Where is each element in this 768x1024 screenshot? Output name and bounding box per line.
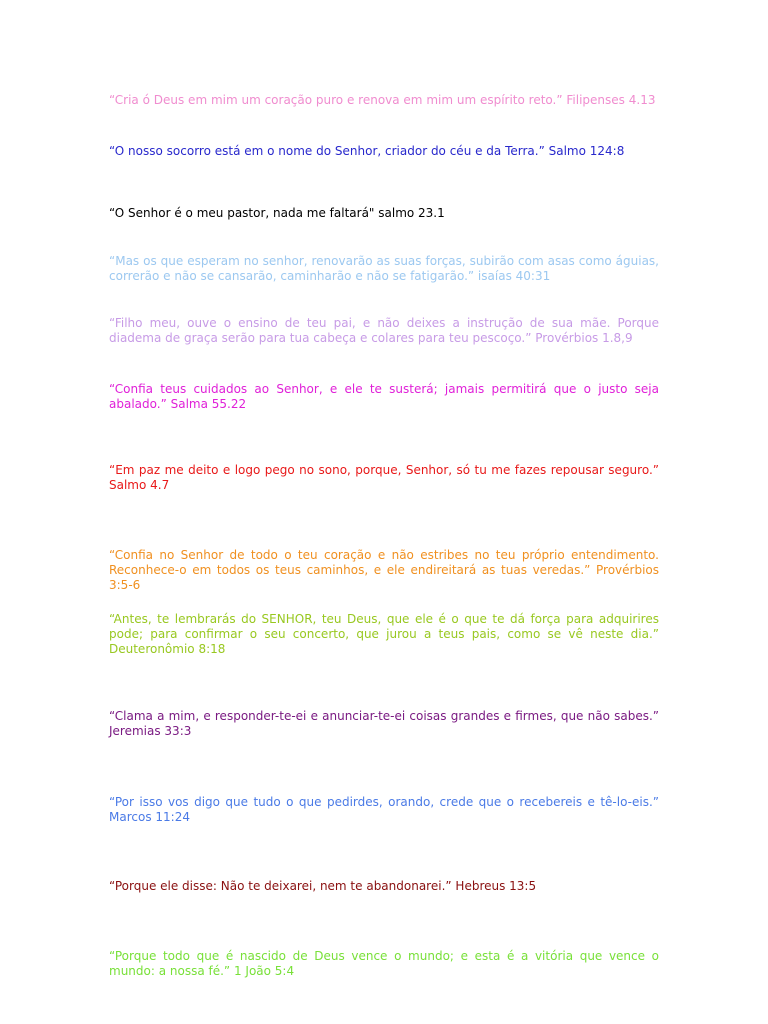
verse-8: “Confia no Senhor de todo o teu coração e não estribes no teu próprio entendimento. Reconhece-o em todos os teus caminhos, e ele endireitará as tuas veredas.” Provérbios 3:5-6: [109, 548, 659, 592]
verse-10: “Clama a mim, e responder-te-ei e anunciar-te-ei coisas grandes e firmes, que não sabes.” Jeremias 33:3: [109, 709, 659, 738]
verse-12: “Porque ele disse: Não te deixarei, nem te abandonarei.” Hebreus 13:5: [109, 879, 537, 893]
verse-2: “O nosso socorro está em o nome do Senhor, criador do céu e da Terra.” Salmo 124:8: [109, 144, 625, 158]
verse-7: “Em paz me deito e logo pego no sono, porque, Senhor, só tu me fazes repousar seguro.” Salmo 4.7: [109, 463, 659, 492]
verse-6: “Confia teus cuidados ao Senhor, e ele te susterá; jamais permitirá que o justo seja abalado.” Salma 55.22: [109, 382, 659, 411]
verse-9: “Antes, te lembrarás do SENHOR, teu Deus, que ele é o que te dá força para adquirires pode; para confirmar o seu concerto, que jurou a teus pais, como se vê neste dia.” Deuteronômio 8:18: [109, 612, 659, 656]
verse-5: “Filho meu, ouve o ensino de teu pai, e não deixes a instrução de sua mãe. Porque diadema de graça serão para tua cabeça e colares para teu pescoço.” Provérbios 1.8,9: [109, 316, 659, 345]
verse-11: “Por isso vos digo que tudo o que pedirdes, orando, crede que o recebereis e tê-lo-eis.” Marcos 11:24: [109, 795, 659, 824]
verse-3: “O Senhor é o meu pastor, nada me faltará" salmo 23.1: [109, 206, 445, 220]
verse-4: “Mas os que esperam no senhor, renovarão as suas forças, subirão com asas como águias, correrão e não se cansarão, caminharão e não se fatigarão.” isaías 40:31: [109, 254, 659, 283]
verse-1: “Cria ó Deus em mim um coração puro e renova em mim um espírito reto.” Filipenses 4.13: [109, 93, 656, 107]
verse-13: “Porque todo que é nascido de Deus vence o mundo; e esta é a vitória que vence o mundo: a nossa fé.” 1 João 5:4: [109, 949, 659, 978]
